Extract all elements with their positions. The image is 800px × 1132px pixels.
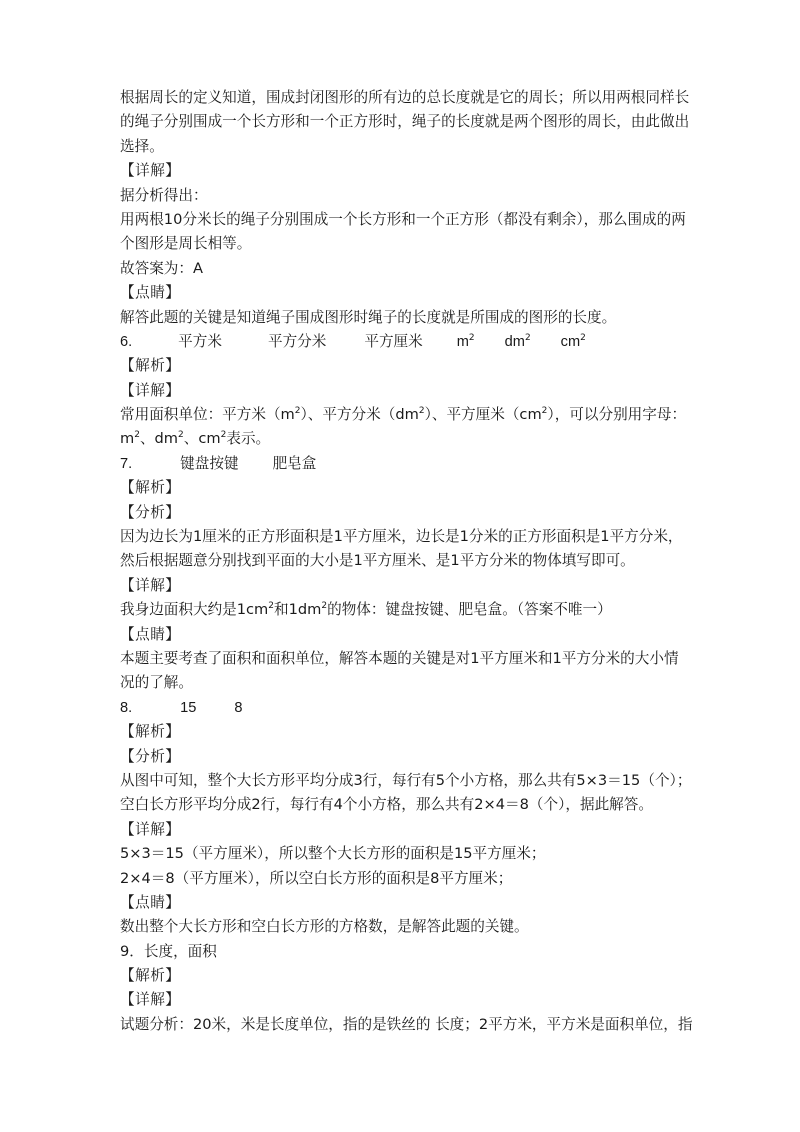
- text-line: [120, 403, 690, 427]
- text-line: 本题主要考查了面积和面积单位，解答本题的关键是对1平方厘米和1平方分米的大小情: [120, 649, 679, 667]
- text-line: 数出整个大长方形和空白长方形的方格数，是解答此题的关键。: [120, 918, 529, 936]
- text-span: ）、平方厘米（cm: [424, 406, 542, 424]
- text-span: ）、平方分米（dm: [300, 406, 419, 424]
- text-line: [120, 427, 690, 451]
- unit-m: m: [456, 333, 469, 350]
- text-line: 的绳子分别围成一个长方形和一个正方形时，绳子的长度就是两个图形的周长，由此做出: [120, 113, 690, 131]
- text-span: 我身边面积大约是1cm: [120, 601, 269, 619]
- section-label: 【解析】: [120, 723, 181, 741]
- answer-3: 平方厘米: [364, 332, 423, 350]
- superscript: 2: [178, 430, 184, 441]
- answer-row-9: 9．长度，面积: [120, 942, 217, 960]
- text-line: 因为边长为1厘米的正方形面积是1平方厘米，边长是1分米的正方形面积是1平方分米，: [120, 528, 683, 546]
- section-label: 【解析】: [120, 479, 181, 497]
- section-label: 【点睛】: [120, 284, 181, 302]
- text-line: 根据周长的定义知道，围成封闭图形的所有边的总长度就是它的周长；所以用两根同样长: [120, 89, 690, 106]
- superscript: 2: [321, 601, 328, 612]
- answer-row-7: [120, 452, 690, 476]
- answer-1: 键盘按键: [180, 454, 239, 472]
- superscript: 2: [580, 332, 586, 343]
- section-label: 【点睛】: [120, 625, 181, 643]
- section-label: 【详解】: [120, 991, 181, 1009]
- section-label: 【解析】: [120, 357, 181, 375]
- unit-dm: dm: [504, 333, 525, 350]
- section-label: 【详解】: [120, 381, 181, 399]
- text-span: 、dm: [139, 430, 179, 448]
- text-span: 、cm: [183, 430, 221, 448]
- text-line: 5×3＝15（平方厘米），所以整个大长方形的面积是15平方厘米；: [120, 845, 546, 863]
- answer-2: 肥皂盒: [272, 454, 317, 472]
- section-label: 【详解】: [120, 162, 181, 180]
- superscript: 2: [134, 430, 140, 441]
- text-span: 的物体：键盘按键、肥皂盒。（答案不唯一）: [327, 601, 612, 619]
- text-line: 然后根据题意分别找到平面的大小是1平方厘米、是1平方分米的物体填写即可。: [120, 552, 635, 570]
- answer-row-6: [120, 330, 690, 354]
- text-line: 2×4＝8（平方厘米），所以空白长方形的面积是8平方厘米；: [120, 869, 513, 887]
- text-line: 从图中可知，整个大长方形平均分成3行，每行有5个小方格，那么共有5×3＝15（个）；: [120, 771, 692, 789]
- section-label: 【点睛】: [120, 893, 181, 911]
- question-number: 6.: [120, 333, 133, 350]
- text-span: 表示。: [226, 430, 271, 448]
- text-line: 故答案为：A: [120, 259, 203, 277]
- superscript: 2: [524, 332, 531, 343]
- answer-1: 平方米: [178, 332, 222, 350]
- answer-2: 平方分米: [267, 332, 327, 350]
- section-label: 【分析】: [120, 747, 181, 765]
- answer-1: 15: [180, 699, 197, 716]
- text-line: 空白长方形平均分成2行，每行有4个小方格，那么共有2×4＝8（个），据此解答。: [120, 796, 653, 814]
- text-line: 个图形是周长相等。: [120, 235, 252, 253]
- text-line: [120, 598, 690, 622]
- text-line: 况的了解。: [120, 674, 193, 692]
- section-label: 【详解】: [120, 820, 181, 838]
- answer-row-8: [120, 696, 690, 720]
- unit-cm: cm: [560, 333, 581, 350]
- text-span: 常用面积单位：平方米（m: [120, 406, 295, 424]
- text-span: ），可以分别用字母：: [547, 406, 687, 424]
- superscript: 2: [268, 601, 275, 612]
- superscript: 2: [418, 406, 425, 417]
- text-line: 选择。: [120, 137, 164, 155]
- text-line: 解答此题的关键是知道绳子围成图形时绳子的长度就是所围成的图形的长度。: [120, 308, 617, 326]
- text-line: 试题分析：20米，米是长度单位，指的是铁丝的 长度；2平方米，平方米是面积单位，指: [120, 1015, 693, 1033]
- superscript: 2: [294, 406, 301, 417]
- document-page: [120, 86, 693, 1037]
- text-span: 和1dm: [274, 601, 322, 619]
- text-line: 据分析得出：: [120, 186, 208, 204]
- superscript: 2: [220, 430, 227, 441]
- text-span: m: [120, 430, 135, 448]
- section-label: 【详解】: [120, 576, 181, 594]
- answer-2: 8: [234, 699, 243, 716]
- section-label: 【分析】: [120, 503, 181, 521]
- superscript: 2: [541, 406, 548, 417]
- text-line: 用两根10分米长的绳子分别围成一个长方形和一个正方形（都没有剩余），那么围成的两: [120, 210, 686, 228]
- question-number: 7.: [120, 455, 133, 472]
- superscript: 2: [468, 332, 475, 343]
- section-label: 【解析】: [120, 967, 181, 985]
- question-number: 8.: [120, 699, 133, 716]
